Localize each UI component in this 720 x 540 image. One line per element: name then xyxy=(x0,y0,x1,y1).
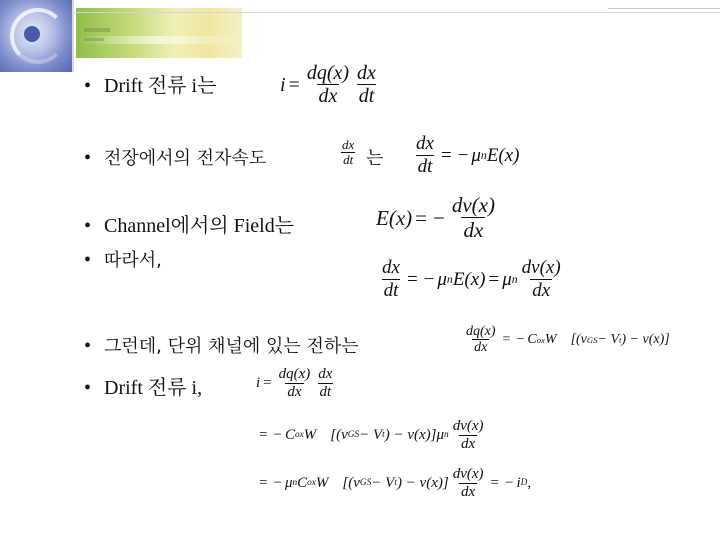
bullet-marker: • xyxy=(84,377,92,399)
bullet-electron-velocity xyxy=(84,146,266,171)
eq-bracket: [(v xyxy=(570,332,587,348)
eq-symbol: W xyxy=(544,332,557,348)
eq-operator: − xyxy=(423,268,435,290)
fraction xyxy=(380,258,402,302)
header-rule-short xyxy=(608,8,720,9)
eq-symbol: C xyxy=(284,426,295,443)
header-banner xyxy=(76,8,242,58)
eq-symbol: C xyxy=(527,332,537,348)
eq-operator: − xyxy=(504,474,514,491)
eq-subscript: GS xyxy=(347,430,360,441)
bullet-marker: • xyxy=(84,147,92,169)
eq-symbol: μ xyxy=(436,426,445,443)
fraction xyxy=(451,418,486,453)
fraction xyxy=(464,324,498,356)
eq-symbol: E(x) xyxy=(452,268,486,290)
bullet-text: Drift 전류 i, xyxy=(104,377,203,399)
fraction xyxy=(451,466,486,501)
eq-symbol: μ xyxy=(437,268,447,290)
fraction xyxy=(520,258,563,302)
eq-subscript: ox xyxy=(294,430,304,441)
eq-operator: = xyxy=(288,73,300,96)
equation-result-line2 xyxy=(256,418,488,453)
denominator: dx xyxy=(461,483,476,500)
eq-subscript: ox xyxy=(536,335,545,346)
eq-bracket: [(v xyxy=(330,426,348,443)
eq-operator: = xyxy=(488,268,500,290)
bullet-marker: • xyxy=(84,215,92,237)
fraction xyxy=(450,194,497,242)
bullet-marker: • xyxy=(84,335,92,357)
eq-subscript: t xyxy=(382,430,385,441)
bullet-text: 전장에서의 전자속도 xyxy=(104,148,267,169)
eq-operator: = xyxy=(440,144,452,166)
eq-symbol: E(x) xyxy=(486,144,520,166)
eq-operator: − xyxy=(432,205,445,230)
eq-symbol: μ xyxy=(471,144,481,166)
eq-operator: = xyxy=(502,332,511,348)
numerator: dq(x) xyxy=(306,62,350,84)
fraction xyxy=(355,62,378,108)
numerator: dv(x) xyxy=(452,466,484,482)
header-rule xyxy=(74,12,720,13)
banner-mark xyxy=(84,38,104,41)
eq-bracket: ) − v(x)] xyxy=(384,426,437,443)
equation-charge xyxy=(462,324,670,356)
bullet-drift-current xyxy=(84,74,216,98)
logo-dot xyxy=(24,26,40,42)
eq-symbol: W xyxy=(315,474,329,491)
numerator: dv(x) xyxy=(521,257,561,278)
eq-operator: − xyxy=(516,332,525,348)
numerator: dv(x) xyxy=(452,418,484,434)
numerator: dx xyxy=(382,257,400,278)
eq-subscript: ox xyxy=(307,478,316,489)
bullet-text: 따라서, xyxy=(104,250,162,271)
denominator: dt xyxy=(358,85,375,107)
eq-bracket: ) − v(x)] xyxy=(396,474,449,491)
eq-subscript: n xyxy=(480,148,487,162)
bullet-marker: • xyxy=(84,249,92,271)
eq-operator: = xyxy=(415,205,427,230)
eq-symbol: − V xyxy=(597,332,619,348)
denominator: dx xyxy=(287,383,302,400)
fraction xyxy=(316,366,334,401)
eq-subscript: GS xyxy=(586,335,598,346)
eq-subscript: GS xyxy=(359,478,372,489)
header-divider xyxy=(72,0,74,72)
bullet-channel-field xyxy=(84,214,294,238)
numerator: dx xyxy=(357,62,376,84)
eq-symbol: − V xyxy=(371,474,395,491)
banner-mark xyxy=(84,28,110,32)
eq-bracket: [(v xyxy=(342,474,360,491)
fraction xyxy=(305,62,351,108)
fraction xyxy=(340,138,356,168)
eq-subscript: n xyxy=(511,272,518,286)
fraction xyxy=(414,134,436,178)
eq-symbol: i xyxy=(280,73,286,96)
eq-subscript: t xyxy=(394,478,397,489)
numerator: dx xyxy=(342,137,355,152)
eq-operator: = xyxy=(406,268,418,290)
equation-result-line3 xyxy=(256,466,531,501)
denominator: dx xyxy=(474,340,488,356)
eq-symbol: W xyxy=(303,426,317,443)
numerator: dx xyxy=(318,366,333,382)
bullet-text: Channel에서의 Field는 xyxy=(104,215,295,237)
bullet-drift-current-result xyxy=(84,376,202,400)
eq-subscript: D xyxy=(520,478,528,489)
eq-operator: − xyxy=(457,144,469,166)
eq-symbol: μ xyxy=(284,474,293,491)
eq-symbol: − V xyxy=(359,426,383,443)
bullet-text: 그런데, 단위 채널에 있는 전하는 xyxy=(104,336,359,357)
eq-bracket: ) − v(x)] xyxy=(621,332,670,348)
equation-dx-dt-small xyxy=(338,138,358,168)
numerator: dv(x) xyxy=(451,193,495,217)
eq-subscript: n xyxy=(444,430,449,441)
numerator: dq(x) xyxy=(278,366,311,382)
fraction xyxy=(277,366,313,401)
eq-operator: = xyxy=(259,474,268,491)
logo-globe xyxy=(0,0,72,72)
eq-symbol: E(x) xyxy=(376,205,413,230)
eq-symbol: i xyxy=(516,474,521,491)
numerator: dx xyxy=(416,133,434,154)
equation-therefore xyxy=(378,258,565,302)
eq-symbol: μ xyxy=(502,268,512,290)
denominator: dx xyxy=(318,85,338,107)
eq-operator: − xyxy=(273,474,282,491)
denominator: dt xyxy=(319,383,332,400)
eq-subscript: n xyxy=(446,272,453,286)
eq-operator: = xyxy=(490,474,499,491)
bullet-text: Drift 전류 i는 xyxy=(104,75,217,97)
denominator: dt xyxy=(343,152,354,168)
bullet-therefore xyxy=(84,248,162,273)
equation-field xyxy=(376,194,499,242)
bullet-continuation xyxy=(366,146,383,171)
denominator: dx xyxy=(463,218,484,243)
denominator: dx xyxy=(532,279,551,301)
eq-subscript: n xyxy=(292,478,298,489)
bullet-channel-charge xyxy=(84,334,359,359)
eq-operator: = xyxy=(263,374,272,391)
eq-punctuation: , xyxy=(527,474,532,491)
bullet-text: 는 xyxy=(366,148,384,169)
numerator: dq(x) xyxy=(466,324,496,339)
eq-operator: = xyxy=(259,426,268,443)
eq-operator: − xyxy=(273,426,282,443)
eq-symbol: C xyxy=(297,474,308,491)
denominator: dx xyxy=(461,435,476,452)
denominator: dt xyxy=(383,279,399,301)
denominator: dt xyxy=(417,155,433,177)
equation-velocity xyxy=(412,134,520,178)
bullet-marker: • xyxy=(84,75,92,97)
eq-subscript: t xyxy=(619,335,622,346)
equation-drift-current xyxy=(280,62,380,108)
equation-result-line1 xyxy=(256,366,336,401)
eq-symbol: i xyxy=(256,374,261,391)
